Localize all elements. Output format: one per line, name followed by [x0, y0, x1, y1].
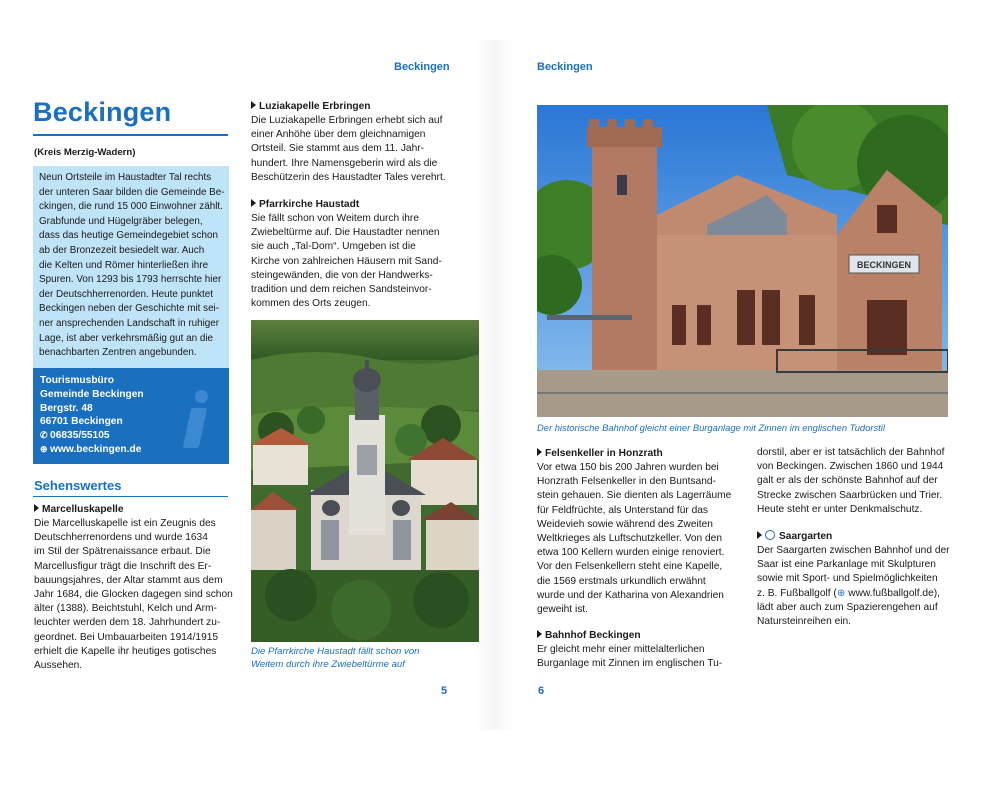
intro-line: der Deutschherrenorden. Heute punktet — [39, 288, 214, 300]
text-line: geweiht ist. — [537, 604, 588, 616]
luzia-heading-text: Luziakapelle Erbringen — [259, 101, 371, 112]
intro-text — [39, 171, 227, 361]
pfarrkirche-text — [251, 212, 471, 311]
text-line: für Feldfrüchte, als Unterstand für das — [537, 504, 709, 516]
triangle-icon — [251, 199, 256, 207]
bahnhof-block — [537, 629, 747, 671]
pfarrkirche-block — [251, 198, 471, 311]
text-line: im Stil der Spätrenaissance erbaut. Die — [34, 546, 211, 558]
section-rule — [33, 496, 228, 497]
text-line: Beschützerin des Haustadter Tales verehrt. — [251, 171, 446, 183]
triangle-icon — [537, 448, 542, 456]
caption-line: Weitem durch ihre Zwiebeltürme auf — [251, 659, 405, 670]
marcellus-text — [34, 517, 234, 673]
text-line: Aussehen. — [34, 660, 83, 672]
district-label: (Kreis Merzig-Wadern) — [34, 147, 136, 158]
text-line: hundert. Ihre Namensgeberin wird als die — [251, 157, 438, 169]
caption-line: Die Pfarrkirche Haustadt fällt schon von — [251, 646, 420, 657]
intro-line: benachbarten Zentren angebunden. — [39, 347, 197, 359]
intro-line: dass das heutige Gemeindegebiet schon — [39, 230, 218, 242]
intro-line: Beckingen neben der Geschichte mit sei- — [39, 303, 220, 315]
text-line: tradition und dem reichen Sandsteinvor- — [251, 284, 432, 296]
intro-line: ner ansprechenden Landschaft in ruhiger — [39, 317, 220, 329]
text-line: älter (1388). Beichtstuhl, Kelch und Arm- — [34, 603, 217, 615]
saargarten-text — [757, 544, 972, 629]
fussballgolf-link[interactable]: www.fußballgolf.de), — [848, 587, 940, 599]
text-line: Marcellusfigur trägt die Inschrift des Er- — [34, 560, 212, 572]
text-line: galt er als der schönste Bahnhof auf der — [757, 475, 938, 487]
text-line: Die Luziakapelle Erbringen erhebt sich auf — [251, 115, 443, 126]
text-line: kommen des Orts zeugen. — [251, 298, 371, 310]
address-line: Bergstr. 48 — [40, 402, 93, 414]
bahnhof-text — [537, 643, 747, 671]
text-line: geordnet. Bei Umbauarbeiten 1914/1915 — [34, 631, 219, 643]
page-title: Beckingen — [33, 97, 172, 127]
text-line: Burganlage mit Zinnen im englischen Tu- — [537, 658, 723, 670]
station-sign: BECKINGEN — [856, 260, 912, 270]
text-line — [757, 587, 972, 601]
text-line: erhielt die Kapelle ihr heutiges gotisches — [34, 645, 217, 657]
text-line: Strecke zwischen Saarbrücken und Trier. — [757, 489, 943, 501]
church-caption — [251, 645, 476, 671]
text-line: Honzrath Felsenkeller in den Buntsand- — [537, 476, 716, 488]
text-line: einer Anhöhe über dem gleichnamigen — [251, 129, 426, 141]
marcellus-block — [34, 503, 234, 673]
text-line: wurde und der Katharina von Alexandrien — [537, 589, 724, 601]
intro-line: Lage, ist aber verkehrsmäßig gut an die — [39, 332, 214, 344]
triangle-icon — [537, 630, 542, 638]
text-line: Vor etwa 150 bis 200 Jahren wurden bei — [537, 462, 719, 473]
text-line: Jahr 1684, die Glocken dagegen sind schon — [34, 589, 233, 601]
bahnhof-heading — [537, 629, 747, 643]
text-line: Kirche von zahlreichen Häusern mit Sand- — [251, 255, 442, 267]
intro-line: ckingen, die rund 15 000 Einwohner zählt. — [39, 201, 223, 213]
triangle-icon — [757, 531, 762, 539]
triangle-icon — [251, 101, 256, 109]
pfarrkirche-heading — [251, 198, 471, 212]
text-line: lädt aber auch zum Spazierengehen auf — [757, 601, 938, 613]
luzia-block — [251, 100, 471, 185]
text-line: Vor den Felsenkellern steht eine Kapelle, — [537, 561, 723, 573]
intro-line: die Kelten und Römer hinterließen ihre — [39, 259, 209, 271]
text-line: Zwiebeltürme auf. Die Haustadter nennen — [251, 227, 440, 239]
bahnhof-caption: Der historische Bahnhof gleicht einer Burganlage mit Zinnen im englischen Tudorstil — [537, 422, 885, 433]
text-fragment: z. B. Fußballgolf ( — [757, 587, 837, 599]
bahnhof-continued — [757, 446, 967, 517]
phone-icon: ✆ — [40, 430, 51, 441]
phone-number: 06835/55105 — [50, 430, 110, 442]
felsenkeller-heading-text: Felsenkeller in Honzrath — [545, 448, 663, 459]
text-line: sowie mit Sport- und Spielmöglichkeiten — [757, 573, 938, 585]
page-number-right: 6 — [538, 685, 545, 697]
info-icon — [175, 390, 217, 448]
address-line: 66701 Beckingen — [40, 416, 123, 428]
text-line: Natursteinreihen ein. — [757, 616, 852, 628]
intro-box — [33, 166, 229, 368]
intro-line: ab der Bronzezeit besiedelt war. Auch — [39, 244, 205, 256]
saargarten-block — [757, 530, 972, 629]
text-line: Deutschherrenordens und wurde 1634 — [34, 532, 208, 544]
text-line: Weidevieh sowie während des Zweiten — [537, 518, 713, 530]
globe-icon: ⊕ — [836, 587, 846, 599]
running-head-left: Beckingen — [394, 61, 450, 73]
text-line: Heute steht er unter Denkmalschutz. — [757, 503, 923, 515]
saargarten-heading-text: Saargarten — [779, 531, 833, 542]
marcellus-heading — [34, 503, 234, 517]
text-line: stein gehauen. Sie dienten als Lagerräume — [537, 490, 732, 502]
bahnhof-photo — [537, 105, 948, 417]
marcellus-heading-text: Marcelluskapelle — [42, 504, 124, 515]
text-line: Sie fällt schon von Weitem durch ihre — [251, 213, 419, 224]
text-line: Er gleicht mehr einer mittelalterlichen — [537, 644, 705, 655]
running-head-right: Beckingen — [537, 61, 593, 73]
text-line: die 1569 erstmals urkundlich erwähnt — [537, 575, 706, 587]
text-line: steingewänden, die von der Handwerks- — [251, 269, 433, 281]
text-line: sie auch „Tal-Dom“. Umgeben ist die — [251, 241, 416, 253]
felsenkeller-text — [537, 461, 747, 617]
address-box — [33, 368, 229, 464]
globe-icon: ⊕ — [40, 443, 51, 454]
book-gutter — [474, 40, 514, 730]
text-line: etwa 100 Kellern wurden einige renoviert. — [537, 547, 725, 559]
section-title: Sehenswertes — [34, 478, 122, 493]
page-number-left: 5 — [441, 685, 448, 697]
pfarrkirche-heading-text: Pfarrkirche Haustadt — [259, 199, 360, 210]
text-line: Weltkrieges als Luftschutzkeller. Von den — [537, 533, 722, 545]
saargarten-heading — [757, 530, 972, 544]
church-photo — [251, 320, 479, 642]
text-line: bauungsjahres, der Altar stammt aus dem — [34, 574, 223, 586]
title-rule — [33, 134, 228, 136]
text-line: dorstil, aber er ist tatsächlich der Bahnhof — [757, 447, 945, 458]
intro-line: Neun Ortsteile im Haustadter Tal rechts — [39, 172, 212, 183]
intro-line: der unteren Saar bilden die Gemeinde Be- — [39, 186, 225, 198]
intro-line: Grabfunde und Hügelgräber belegen, — [39, 215, 203, 227]
felsenkeller-block — [537, 447, 747, 617]
luzia-heading — [251, 100, 471, 114]
felsenkeller-heading — [537, 447, 747, 461]
text-line: leuchter werden dem 18. Jahrhundert zu- — [34, 617, 221, 629]
address-line: Tourismusbüro — [40, 375, 114, 386]
text-line: von Beckingen. Zwischen 1860 und 1944 — [757, 461, 944, 473]
text-line: Saar ist eine Parkanlage mit Skulpturen — [757, 559, 936, 571]
triangle-icon — [34, 504, 39, 512]
address-line: Gemeinde Beckingen — [40, 388, 144, 400]
intro-line: Spuren. Von 1293 bis 1793 herrschte hier — [39, 274, 222, 286]
text-line: Ortsteil. Sie stammt aus dem 11. Jahr- — [251, 143, 425, 155]
bahnhof-heading-text: Bahnhof Beckingen — [545, 630, 641, 641]
text-line: Der Saargarten zwischen Bahnhof und der — [757, 545, 950, 556]
family-icon — [765, 530, 775, 540]
web-link[interactable]: www.beckingen.de — [50, 443, 142, 455]
luzia-text — [251, 114, 471, 185]
text-line: Die Marcelluskapelle ist ein Zeugnis des — [34, 518, 216, 529]
